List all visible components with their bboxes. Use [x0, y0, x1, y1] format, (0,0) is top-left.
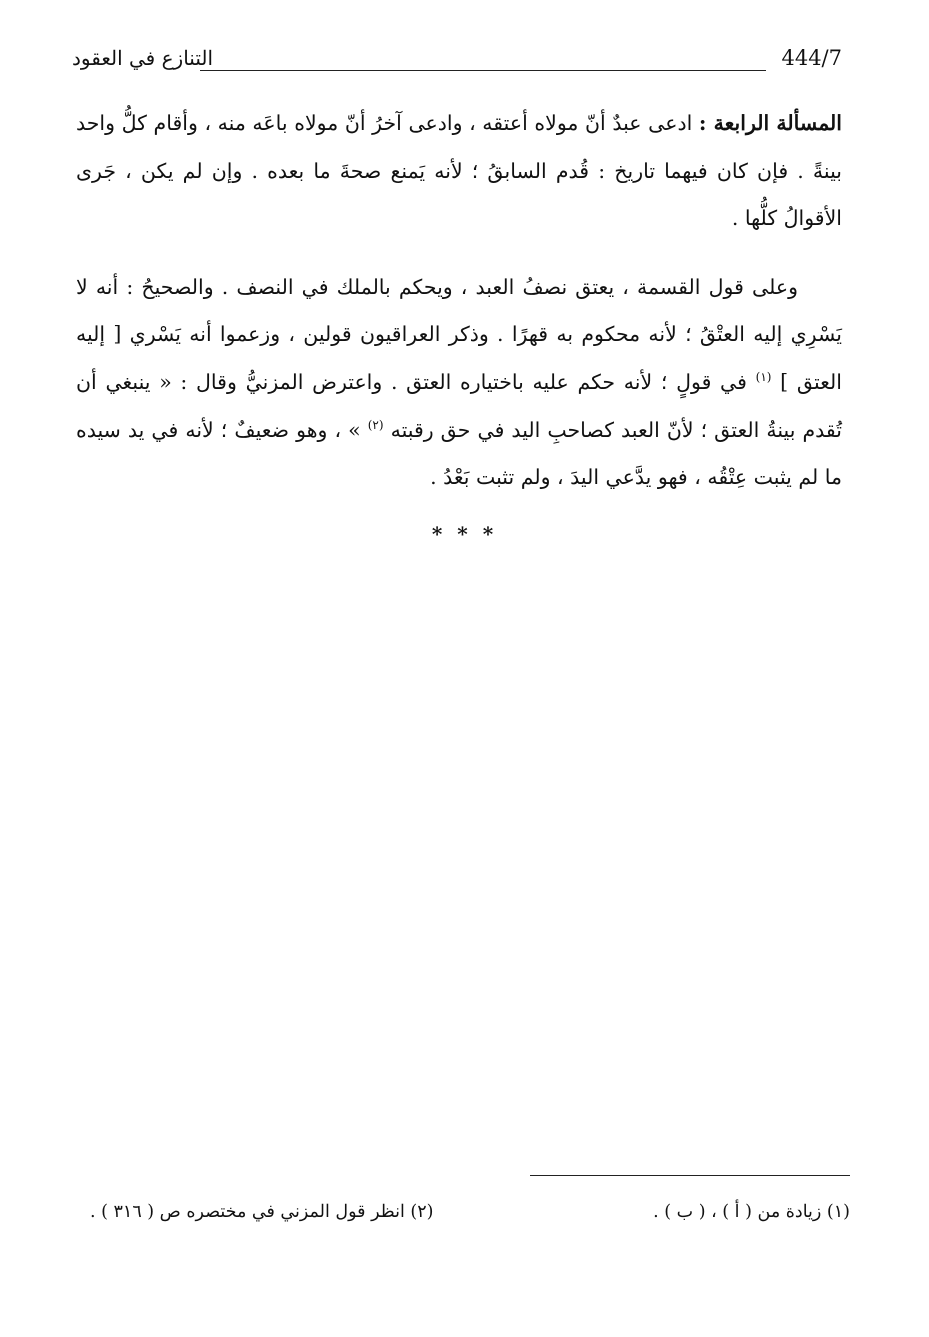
- footnote-mark-1: (١): [755, 370, 772, 385]
- footnote-2: (٢) انظر قول المزني في مختصره ص ( ٣١٦ ) .: [90, 1202, 434, 1222]
- paragraph-2: [76, 264, 842, 502]
- header-title: التنازع في العقود: [72, 46, 214, 70]
- paragraph-1-text: ادعى عبدٌ أنّ مولاه أعتقه ، وادعى آخرُ أنّ مولاه باعَه منه ، وأقام كلُّ واحد بينةً . فإن كان فيهما تاريخ : قُدم السابقُ ؛ لأنه يَمنع صحةَ ما بعده . وإن لم يكن ، جَرى الأقوالُ كلُّها .: [76, 111, 842, 231]
- footnote-1: (١) زيادة من ( أ ) ، ( ب ) .: [653, 1202, 850, 1222]
- footnote-mark-2: (٢): [367, 417, 384, 432]
- section-heading: المسألة الرابعة :: [698, 111, 842, 135]
- paragraph-2-text-a: وعلى قول القسمة ، يعتق نصفُ العبد ، ويحكم بالملك في النصف . والصحيحُ : أنه لا يَسْرِي إليه العتْقُ ؛ لأنه محكوم به قهرًا . وذكر العراقيون قولين ، وزعموا أنه يَسْري [ إليه العتق ]: [76, 274, 842, 394]
- body-text: [76, 100, 842, 502]
- paragraph-1: [76, 100, 842, 243]
- footnotes: [90, 1202, 850, 1238]
- footnote-rule: [530, 1175, 850, 1176]
- paragraph-2-text-b: في قولٍ ؛ لأنه حكم عليه باختياره العتق . واعترض المزنيُّ وقال : « ينبغي أن تُقدم بينةُ العتق ؛ لأنّ العبد كصاحبِ اليد في حق رقبته: [76, 369, 842, 442]
- page-number: 444/7: [781, 46, 842, 70]
- running-header: [72, 46, 842, 80]
- header-rule: [200, 70, 766, 71]
- section-separator: * * *: [431, 522, 498, 546]
- paragraph-2-text-c: » ، وهو ضعيفٌ ؛ لأنه في يد سيده ما لم يثبت عِتْقُه ، فهو يدَّعي اليدَ ، ولم تثبت بَعْدُ .: [76, 417, 842, 490]
